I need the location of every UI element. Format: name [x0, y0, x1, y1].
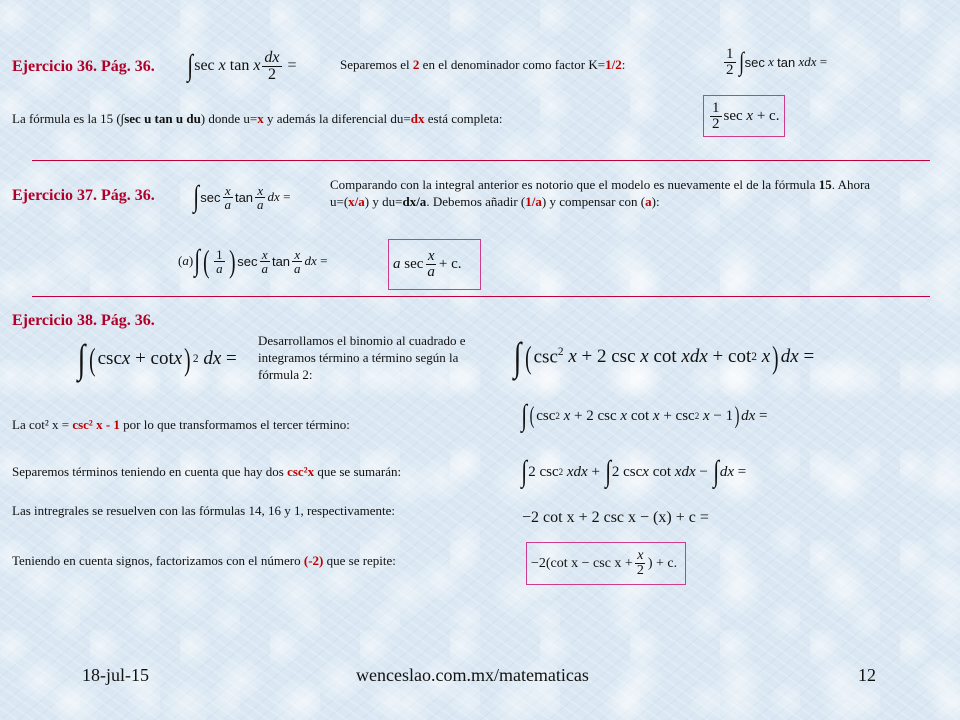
ex38-step3-text: Las intregrales se resuelven con las fórmulas 14, 16 y 1, respectivamente:: [12, 503, 396, 518]
ex36-factored-integral: $\frac{1}{2}$ ∫ sec x tan x dx =: [726, 45, 828, 78]
var-x: x: [253, 57, 261, 74]
integral-sign: ∫: [194, 244, 201, 277]
ex38-expanded-integral: ∫ ( $\csc^2$ x + 2 csc x cot xdx + cot 2 x ) dx =: [513, 334, 815, 379]
var-x: x: [218, 57, 226, 74]
fraction: $\frac{dx}{2}$: [264, 48, 280, 83]
footer-page-number: 12: [858, 665, 876, 685]
fraction-half: $\frac{1}{2}$: [712, 99, 720, 132]
integral-sign: ∫: [513, 334, 522, 379]
ex38-intro: Desarrollamos el binomio al cuadrado e integramos término a término según la fórmula 2:: [258, 333, 466, 382]
ex37-title: Ejercicio 37. Pág. 36.: [12, 187, 155, 204]
integral-sign: ∫: [77, 336, 86, 381]
ex38-step4-text: Teniendo en cuenta signos, factorizamos con el número (-2) que se repite:: [12, 553, 396, 568]
integral-sign: ∫: [738, 47, 744, 76]
integral-sign: ∫: [521, 399, 527, 432]
ex36-formula-text: La fórmula es la 15 (∫sec u tan u du) donde u=x y además la diferencial du=dx está completa:: [12, 111, 503, 126]
ex36-answer-box: $\frac{1}{2}$ sec x + c.: [703, 95, 785, 137]
ex38-step1-text: La cot² x = csc² x - 1 por lo que transformamos el tercer término:: [12, 417, 350, 432]
ex38-title: Ejercicio 38. Pág. 36.: [12, 312, 155, 329]
ex38-step3-math: −2 cot x + 2 csc x − (x) + c =: [522, 509, 709, 526]
ex36-note: Separemos el 2 en el denominador como factor K=1/2:: [340, 57, 626, 72]
divider: [32, 296, 930, 297]
fraction-half: $\frac{1}{2}$: [726, 45, 734, 78]
integral-sign: ∫: [187, 49, 193, 82]
ex36-integral: [186, 44, 297, 88]
ex38-answer-box: −2(cot x − csc x + $\frac{x}{2}$ ) + c.: [526, 542, 686, 585]
footer-date: 18-jul-15: [82, 665, 149, 685]
ex38-step1-math: ∫ ( csc 2 x + 2 csc x cot x + csc 2 x − 1 ) dx =: [521, 399, 768, 432]
ex37-text: Comparando con la integral anterior es notorio que el modelo es nuevamente el de la fórmula 15. Ahora u=(x/a) y du=dx/a. Debemos añadir (1/a) y compensar con (a):: [330, 177, 871, 209]
ex37-compensated-integral: ( a ) ∫ ( $\frac{1}{a}$ ) sec $\frac{x}{a}$ tan $\frac{x}{a}$ dx =: [178, 243, 328, 279]
ex36-title: Ejercicio 36. Pág. 36.: [12, 58, 155, 75]
ex37-integral: ∫ sec $\frac{x}{a}$ tan $\frac{x}{a}$ dx =: [193, 180, 291, 213]
divider: [32, 160, 930, 161]
tan-fn: tan: [229, 57, 250, 74]
ex38-integral: ∫ ( csc x + cot x ) 2 dx =: [77, 336, 237, 381]
integral-sign: ∫: [193, 180, 199, 213]
equals: =: [287, 57, 297, 74]
footer-site: wenceslao.com.mx/matematicas: [356, 665, 589, 685]
sec-fn: sec: [194, 57, 215, 74]
ex38-step2-math: ∫ 2 csc 2 xdx + ∫ 2 csc x cot xdx − ∫ dx =: [521, 455, 747, 488]
ex38-step2-text: Separemos términos teniendo en cuenta que hay dos csc²x que se sumarán:: [12, 464, 402, 479]
integral-sign: ∫: [521, 455, 527, 488]
ex37-answer-box: a sec $\frac{x}{a}$ + c.: [388, 239, 481, 290]
